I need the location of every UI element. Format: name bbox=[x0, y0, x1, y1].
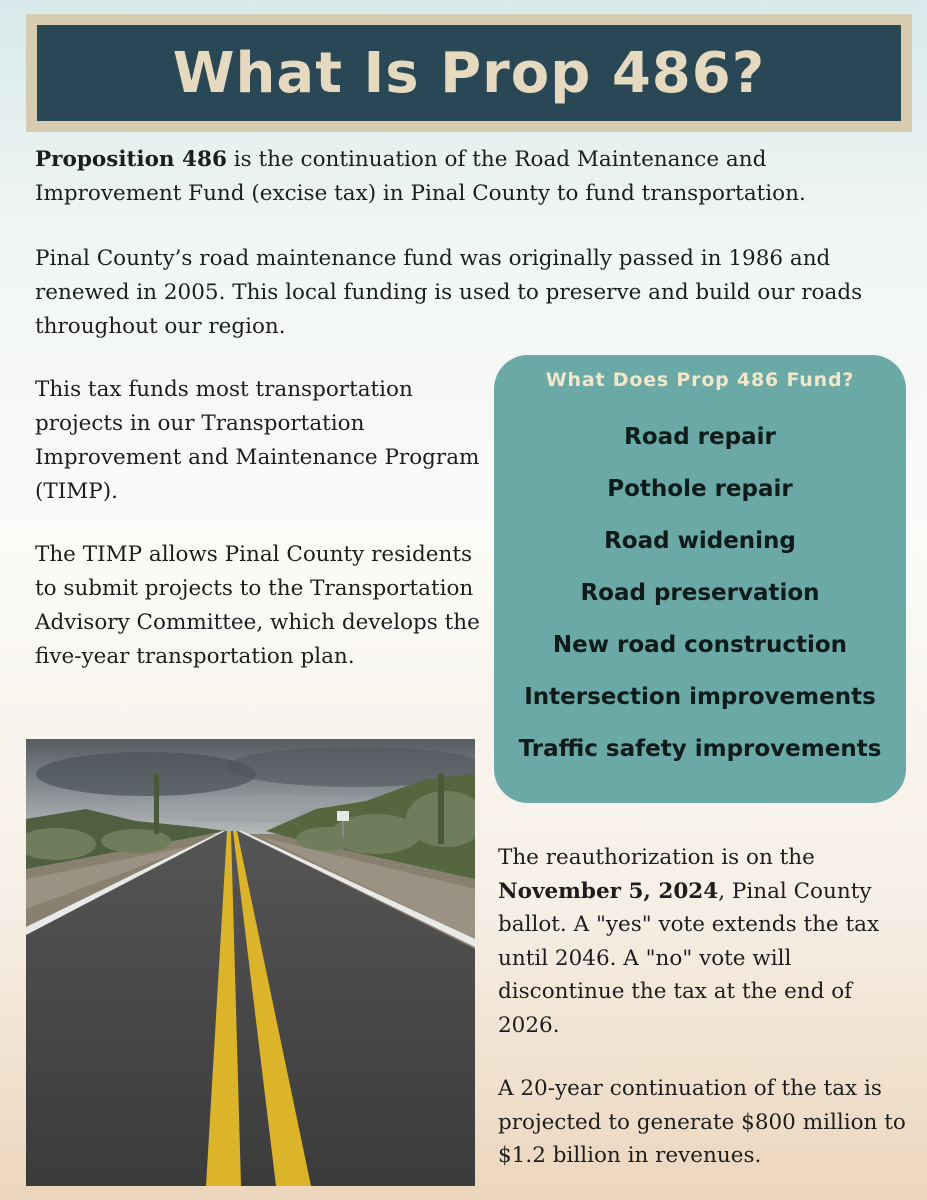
fund-item: Intersection improvements bbox=[524, 684, 876, 710]
revenue-paragraph: A 20-year continuation of the tax is projected to generate $800 million to $1.2 billion in revenues. bbox=[498, 1076, 906, 1168]
ballot-paragraph bbox=[498, 841, 908, 1042]
title-banner bbox=[26, 14, 912, 132]
fund-item: Road widening bbox=[604, 528, 796, 554]
desert-road-illustration bbox=[26, 739, 475, 1186]
proposition-name: Proposition 486 bbox=[35, 147, 227, 172]
fund-item: Traffic safety improvements bbox=[518, 736, 882, 762]
page-title: What Is Prop 486? bbox=[172, 40, 766, 106]
ballot-text-after: , Pinal County ballot. A "yes" vote extends the tax until 2046. A "no" vote will discontinue the tax at the end of 2026. bbox=[498, 878, 880, 1038]
ballot-date: November 5, 2024 bbox=[498, 878, 719, 904]
fund-item: Pothole repair bbox=[607, 476, 793, 502]
fund-list bbox=[494, 419, 906, 783]
history-paragraph: Pinal County’s road maintenance fund was originally passed in 1986 and renewed in 2005. This local funding is used to preserve and build our roads throughout our region. bbox=[35, 246, 863, 339]
intro-text: is the continuation of the Road Maintenance and Improvement Fund (excise tax) in Pinal County to fund transportation. bbox=[35, 147, 806, 206]
fund-item: Road preservation bbox=[580, 580, 820, 606]
fund-box bbox=[494, 355, 906, 803]
fund-item: New road construction bbox=[552, 632, 848, 658]
ballot-text-before: The reauthorization is on the bbox=[498, 845, 815, 870]
fund-item: Road repair bbox=[624, 424, 776, 450]
committee-paragraph: The TIMP allows Pinal County residents to submit projects to the Transportation Advisory Committee, which develops the five-year transportation plan. bbox=[35, 542, 480, 669]
fund-box-heading: What Does Prop 486 Fund? bbox=[545, 369, 855, 391]
timp-paragraph: This tax funds most transportation projects in our Transportation Improvement and Maintenance Program (TIMP). bbox=[35, 377, 480, 504]
road-photo bbox=[26, 739, 475, 1186]
intro-paragraph bbox=[35, 143, 895, 211]
title-box bbox=[37, 25, 901, 121]
